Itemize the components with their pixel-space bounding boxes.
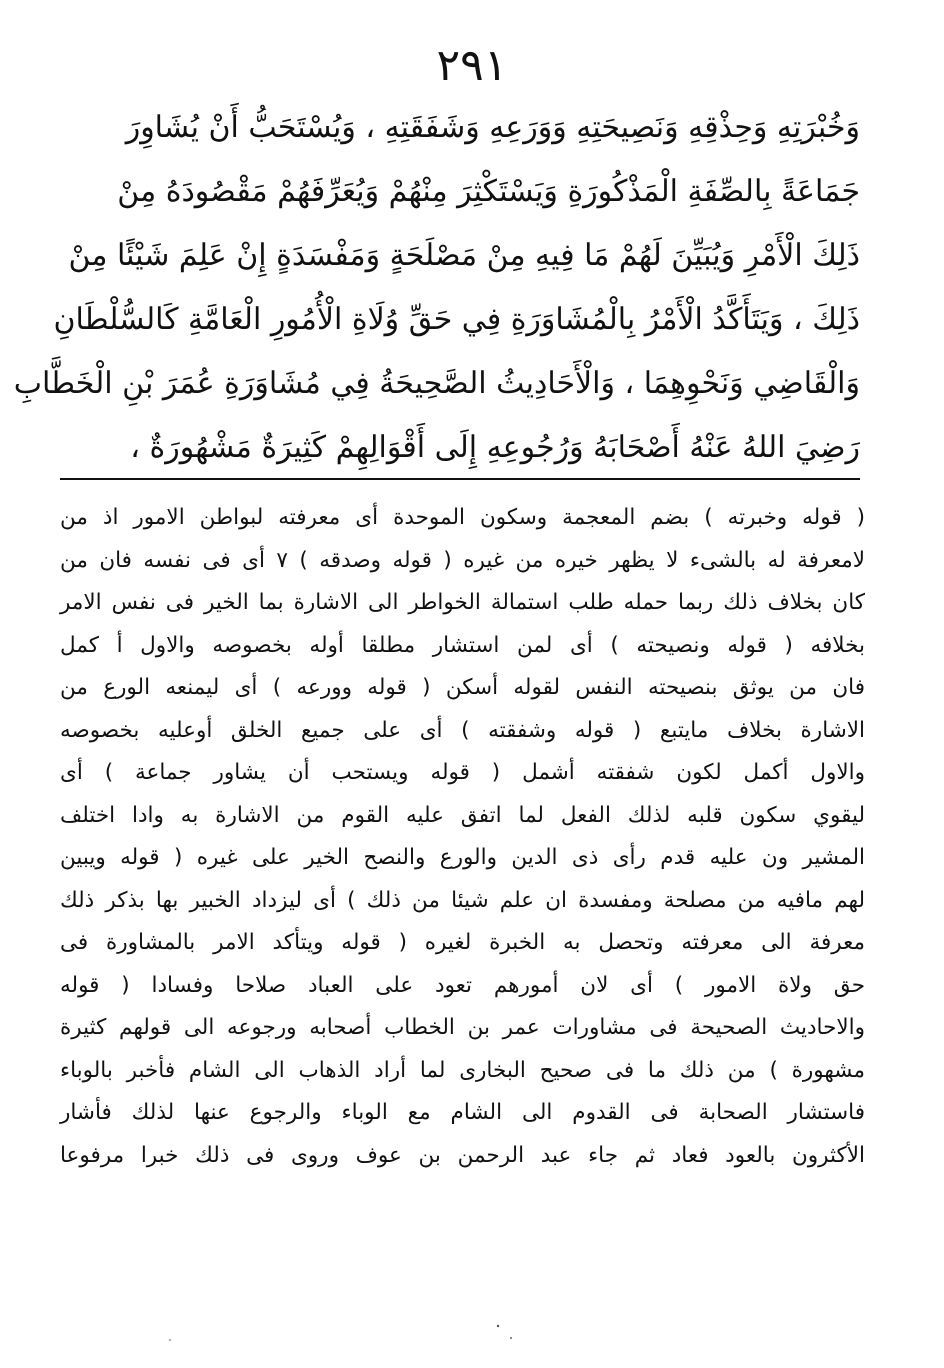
footnote-line: حق ولاة الامور ) أى لان أمورهم تعود على العباد صلاحا وفسادا ( قوله [60, 972, 865, 998]
main-text-line: جَمَاعَةً بِالصِّفَةِ الْمَذْكُورَةِ وَيَسْتَكْثِرَ مِنْهُمْ وَيُعَرِّفَهُمْ مَقْصُودَهُ مِنْ [117, 174, 860, 209]
footnote-line: ليقوي سكون قلبه لذلك الفعل لما اتفق عليه القوم من الاشارة به وادا اختلف [60, 802, 865, 828]
footnote-line: والاحاديث الصحيحة فى مشاورات عمر بن الخطاب أصحابه ورجوعه الى قولهم كثيرة [60, 1015, 865, 1040]
footnote-line: الاشارة بخلاف مايتبع ( قوله وشفقته ) أى على جميع الخلق أوعليه بخصوصه [60, 717, 865, 743]
footnote-line: معرفة الى معرفته وتحصل به الخبرة لغيره ( قوله ويتأكد الامر بالمشاورة فى [60, 930, 865, 955]
main-text-line: وَالْقَاضِي وَنَحْوِهِمَا ، وَالْأَحَادِيثُ الصَّحِيحَةُ فِي مُشَاوَرَةِ عُمَرَ بْنِ الْخَطَّابِ [13, 366, 860, 401]
footnote-line: الأكثرون بالعود فعاد ثم جاء عبد الرحمن بن عوف وروى فى ذلك خبرا مرفوعا [60, 1142, 865, 1168]
main-text-block [13, 96, 860, 480]
footnote-line: بخلافه ( قوله ونصيحته ) أى لمن استشار مطلقا أوله بخصوصه والاول أ كمل [60, 632, 865, 658]
main-text-line: رَضِيَ اللهُ عَنْهُ أَصْحَابَهُ وَرُجُوعِهِ إِلَى أَقْوَالِهِمْ كَثِيرَةٌ مَشْهُورَةٌ ، [130, 430, 860, 465]
scan-speck [169, 1339, 171, 1341]
footnote-line: مشهورة ) من ذلك ما فى صحيح البخارى لما أراد الذهاب الى الشام فأخبر بالوباء [60, 1057, 865, 1083]
main-text-line: ذَلِكَ الْأَمْرِ وَيُبَيِّنَ لَهُمْ مَا فِيهِ مِنْ مَصْلَحَةٍ وَمَفْسَدَةٍ إِنْ عَلِمَ شَيْئًا مِنْ [68, 238, 860, 273]
footnote-line: كان بخلاف ذلك ربما حمله طلب استمالة الخواطر الى الاشارة بما الخير فى نفس الامر [60, 590, 865, 615]
main-text-line: وَخُبْرَتِهِ وَحِذْقِهِ وَنَصِيحَتِهِ وَوَرَعِهِ وَشَفَقَتِهِ ، وَيُسْتَحَبُّ أَنْ يُشَاوِرَ [125, 110, 860, 145]
footnote-line: والاول أكمل لكون شفقته أشمل ( قوله ويستحب أن يشاور جماعة ) أى [60, 760, 865, 785]
footnote-line: فان من يوثق بنصيحته النفس لقوله أسكن ( قوله وورعه ) أى ليمنعه الورع من [60, 675, 865, 700]
page-number: ٢٩١ [436, 40, 508, 91]
footnote-line: لامعرفة له بالشىء لا يظهر خيره من غيره ( قوله وصدقه ) ٧ أى فى نفسه فان من [60, 547, 865, 573]
footnote-line: ( قوله وخبرته ) بضم المعجمة وسكون الموحدة أى معرفته لبواطن الامور اذ من [60, 505, 865, 530]
footnote-line: لهم مافيه من مصلحة ومفسدة ان علم شيئا من ذلك ) أى ليزداد الخبير بها بذكر ذلك [60, 887, 865, 913]
scan-speck [510, 1337, 512, 1339]
footnotes-block [60, 497, 865, 1177]
footnote-separator [60, 478, 860, 480]
footnote-line: المشير ون عليه قدم رأى ذى الدين والورع والنصح الخير على غيره ( قوله ويبين [60, 845, 865, 870]
scan-speck [497, 1325, 499, 1327]
main-text-line: ذَلِكَ ، وَيَتَأَكَّدُ الْأَمْرُ بِالْمُشَاوَرَةِ فِي حَقِّ وُلَاةِ الْأُمُورِ الْعَامَّةِ كَالسُّلْطَانِ [53, 302, 860, 337]
footnote-line: فاستشار الصحابة فى القدوم الى الشام مع الوباء والرجوع عنها لذلك فأشار [60, 1100, 865, 1125]
